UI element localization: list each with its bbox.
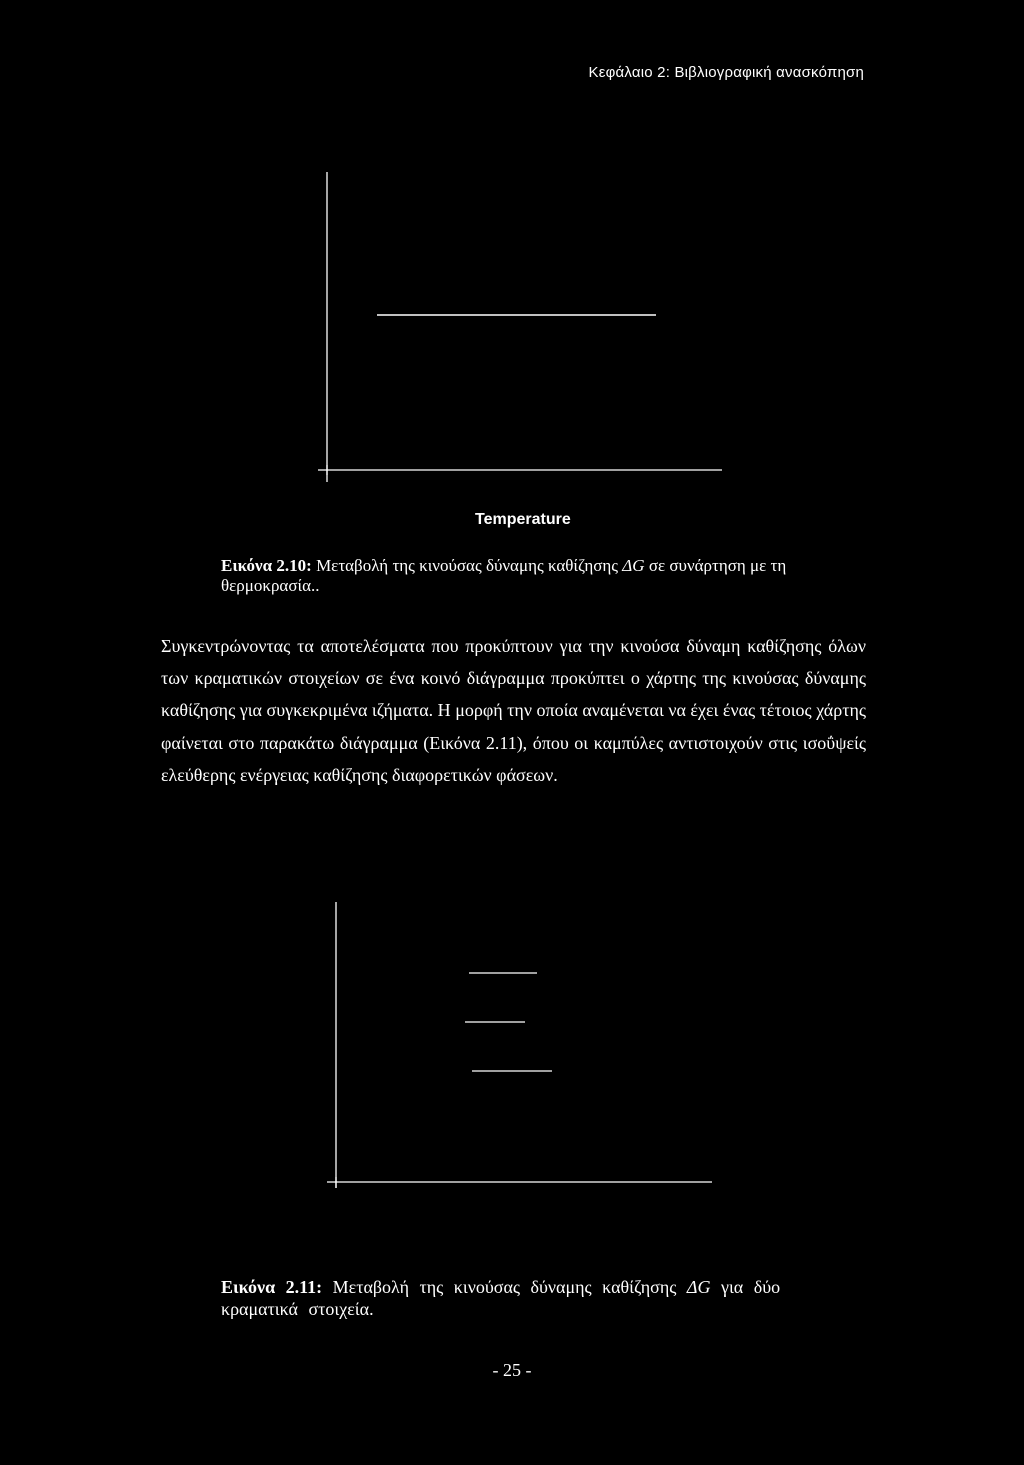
caption-label: Εικόνα 2.11: — [221, 1277, 323, 1297]
delta-g-symbol: ΔG — [622, 556, 645, 575]
caption-text-post: για δύο κραματικά στοιχεία. — [221, 1277, 781, 1319]
page-number: - 25 - — [492, 1360, 532, 1380]
page-header: Κεφάλαιο 2: Βιβλιογραφική ανασκόπηση — [588, 64, 864, 81]
figure-2-11-caption — [221, 1276, 841, 1320]
caption-text-pre: Μεταβολή της κινούσας δύναμης καθίζησης — [332, 1277, 677, 1297]
delta-g-symbol: ΔG — [686, 1277, 711, 1297]
body-paragraph: Συγκεντρώνοντας τα αποτελέσματα που προκύπτουν για την κινούσα δύναμη καθίζησης όλων των κραματικών στοιχείων σε ένα κοινό διάγραμμα προκύπτει ο χάρτης της κινούσας δύναμης καθίζησης για συγκεκριμένα ιζήματα. Η μορφή την οποία αναμένεται να έχει ένας τέτοιος χάρτης φαίνεται στο παρακάτω διάγραμμα (Εικόνα 2.11), όπου οι καμπύλες αντιστοιχούν στις ισοΰψείς ελεύθερης ενέργειας καθίζησης διαφορετικών φάσεων. — [161, 636, 866, 785]
figure-2-11 — [0, 880, 1024, 1220]
caption-text-pre: Μεταβολή της κινούσας δύναμης καθίζησης — [316, 556, 619, 575]
figure-2-11-plot — [0, 880, 1024, 1220]
caption-text-post: σε συνάρτηση με τη θερμοκρασία.. — [221, 556, 787, 595]
figure-2-10 — [0, 0, 1024, 500]
figure-2-10-plot — [0, 0, 1024, 500]
caption-label: Εικόνα 2.10: — [221, 556, 312, 575]
x-axis-title: Temperature — [475, 511, 571, 528]
figure-2-10-caption — [221, 556, 841, 596]
